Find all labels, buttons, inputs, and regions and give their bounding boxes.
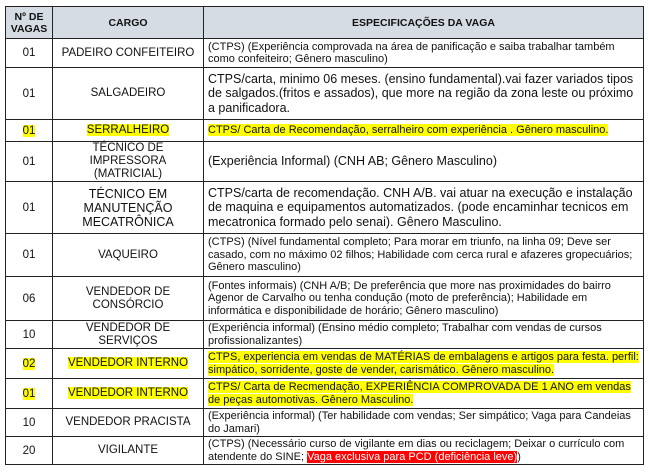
job-spec: (CTPS) (Nível fundamental completo; Para morar em triunfo, na linha 09; Deve ser casado, com no máximo 02 filhos; Habilidade com cerca rural e afazeres gropecuários; Gênero masculino) xyxy=(204,234,644,277)
highlighted-text: 02 xyxy=(22,357,36,370)
table-row xyxy=(6,234,644,277)
table-row xyxy=(6,68,644,120)
cargo-name xyxy=(53,120,204,142)
header-spec: ESPECIFICAÇÕES DA VAGA xyxy=(204,7,644,39)
table-row xyxy=(6,437,644,465)
cargo-name: VENDEDOR DE CONSÓRCIO xyxy=(53,277,204,321)
cargo-name: VENDEDOR DE SERVIÇOS xyxy=(53,321,204,349)
cargo-name: TÉCNICO DE IMPRESSORA (MATRICIAL) xyxy=(53,142,204,182)
vagas-count: 10 xyxy=(6,321,53,349)
spec-text: (CTPS) (Necessário curso de vigilante em dias ou reciclagem; Deixar o currículo com atendente do SINE; xyxy=(208,438,625,463)
job-spec: (Experiência informal) (Ensino médio completo; Trabalhar com vendas de cursos profissionalizantes) xyxy=(204,321,644,349)
job-spec xyxy=(204,379,644,409)
job-spec: (Experiência informal) (Ter habilidade com vendas; Ser simpático; Vaga para Candeias do Jamari) xyxy=(204,409,644,437)
cargo-name: VIGILANTE xyxy=(53,437,204,465)
vagas-count: 01 xyxy=(6,39,53,68)
job-spec xyxy=(204,120,644,142)
vagas-count: 01 xyxy=(6,182,53,234)
highlighted-text: VENDEDOR INTERNO xyxy=(67,357,189,369)
spec-text-end: ) xyxy=(517,450,521,463)
cargo-name: SALGADEIRO xyxy=(53,68,204,120)
table-row xyxy=(6,39,644,68)
table-row xyxy=(6,142,644,182)
highlighted-text: VENDEDOR INTERNO xyxy=(67,387,189,399)
vagas-count xyxy=(6,349,53,379)
vacancies-table xyxy=(5,6,644,465)
highlighted-text: CTPS/ Carta de Recmendação, EXPERIÊNCIA COMPROVADA DE 1 ANO em vendas de peças automotivas. Gênero Masculino. xyxy=(208,381,631,406)
table-row xyxy=(6,277,644,321)
highlighted-text: 01 xyxy=(22,387,36,400)
cargo-name xyxy=(53,379,204,409)
vagas-count xyxy=(6,120,53,142)
job-spec: CTPS/carta de recomendação. CNH A/B. vai atuar na execução e instalação de maquina e equipamentos automatizados. (pode encaminhar tecnicos em mecatronica formado pelo senai). Gênero Masculino. xyxy=(204,182,644,234)
job-spec xyxy=(204,437,644,465)
job-spec: (CTPS) (Experiência comprovada na área de panificação e saiba trabalhar também como confeiteiro; Gênero masculino) xyxy=(204,39,644,68)
vagas-count: 01 xyxy=(6,68,53,120)
highlighted-text: CTPS, experiencia em vendas de MATÉRIAS de embalagens e artigos para festa. perfil: simpático, sorridente, goste de vender, carismático. Gênero masculino. xyxy=(208,351,639,376)
vagas-count: 01 xyxy=(6,142,53,182)
highlighted-text: 01 xyxy=(22,124,36,137)
job-spec xyxy=(204,349,644,379)
highlighted-text: SERRALHEIRO xyxy=(86,124,170,136)
cargo-name: PADEIRO CONFEITEIRO xyxy=(53,39,204,68)
cargo-name: VAQUEIRO xyxy=(53,234,204,277)
cargo-name: VENDEDOR PRACISTA xyxy=(53,409,204,437)
header-row xyxy=(6,7,644,39)
pcd-exclusive-highlight: Vaga exclusiva para PCD (deficiência leve) xyxy=(307,450,518,463)
table-row xyxy=(6,321,644,349)
job-spec: (Fontes informais) (CNH A/B; De preferência que more nas proximidades do bairro Agenor de Carvalho ou tenha condução (moto de preferência); Habilidade em informática e disponibilidade de horário; Gênero masculino) xyxy=(204,277,644,321)
header-n-vagas: Nº DE VAGAS xyxy=(6,7,53,39)
job-spec: (Experiência Informal) (CNH AB; Gênero Masculino) xyxy=(204,142,644,182)
job-spec: CTPS/carta, minimo 06 meses. (ensino fundamental).vai fazer variados tipos de salgados.(fritos e assados), que more na região da zona leste ou próximo a panificadora. xyxy=(204,68,644,120)
table-row xyxy=(6,349,644,379)
cargo-name: TÉCNICO EM MANUTENÇÃO MECATRÔNICA xyxy=(53,182,204,234)
vagas-count xyxy=(6,379,53,409)
vagas-count: 10 xyxy=(6,409,53,437)
table-row xyxy=(6,379,644,409)
table-row xyxy=(6,182,644,234)
highlighted-text: CTPS/ Carta de Recomendação, serralheiro com experiência . Gênero masculino. xyxy=(208,124,609,137)
vagas-count: 20 xyxy=(6,437,53,465)
header-cargo: CARGO xyxy=(53,7,204,39)
table-row xyxy=(6,409,644,437)
vagas-count: 01 xyxy=(6,234,53,277)
table-row xyxy=(6,120,644,142)
cargo-name xyxy=(53,349,204,379)
vagas-count: 06 xyxy=(6,277,53,321)
